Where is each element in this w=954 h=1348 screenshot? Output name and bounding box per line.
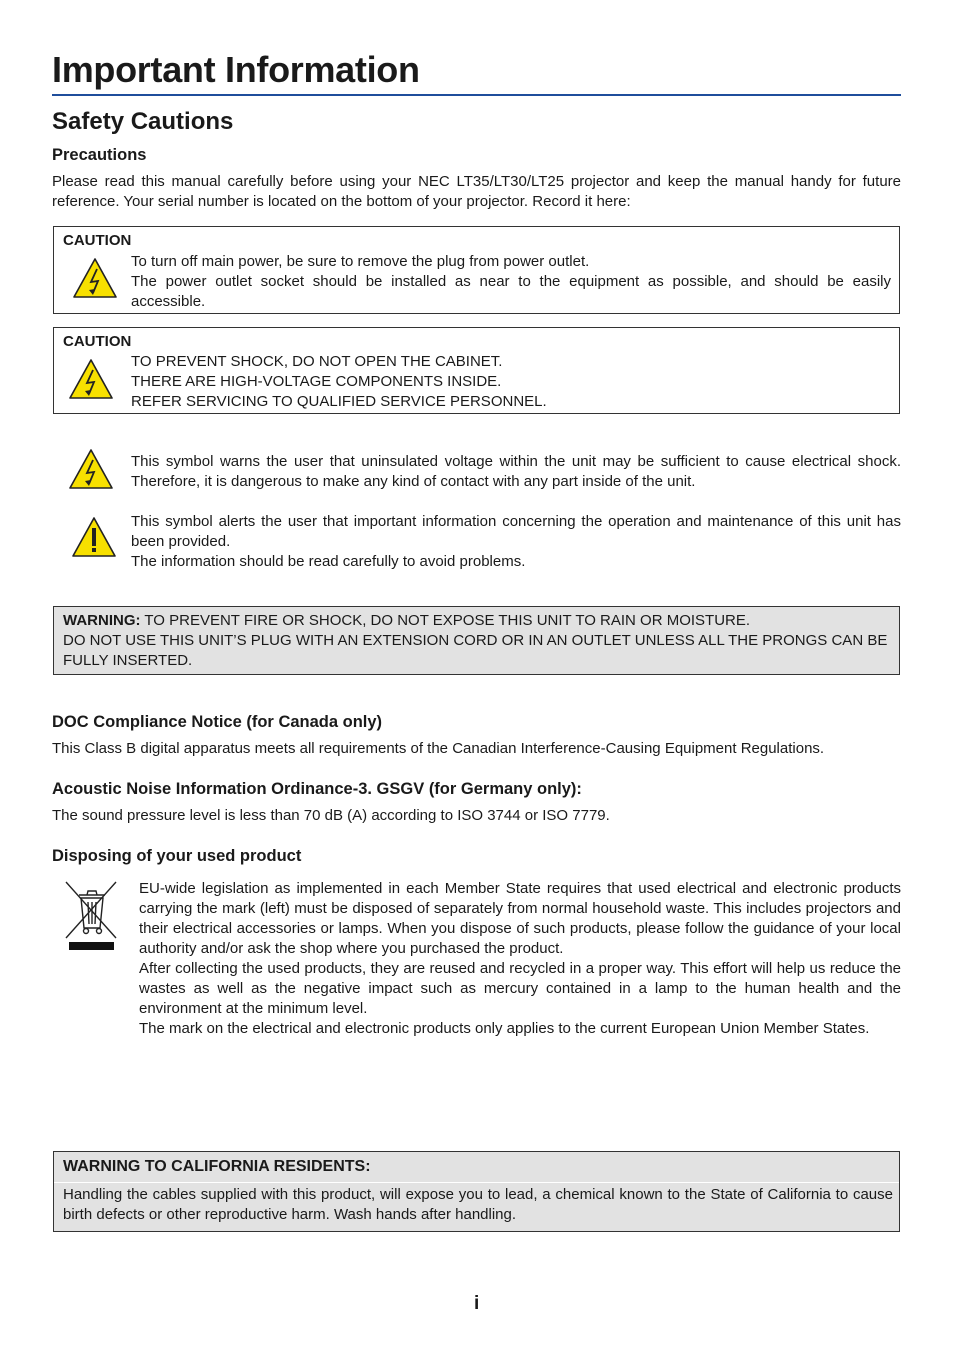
warning-label: WARNING: xyxy=(63,612,141,629)
voltage-symbol-text: This symbol warns the user that uninsulated voltage within the unit may be sufficient to cause electrical shock. Therefore, it is dangerous to make any kind of contact with any part inside of the unit. xyxy=(131,453,901,490)
caution-line: The power outlet socket should be installed as near to the equipment as possible, and should be easily accessible. xyxy=(131,273,891,310)
caution-box-shock xyxy=(53,327,900,414)
warning-text: DO NOT USE THIS UNIT’S PLUG WITH AN EXTENSION CORD OR IN AN OUTLET UNLESS ALL THE PRONGS CAN BE FULLY INSERTED. xyxy=(63,632,888,669)
alert-text-line: This symbol alerts the user that important information concerning the operation and maintenance of this unit has been provided. xyxy=(131,513,901,550)
page-title: Important Information xyxy=(52,49,420,90)
caution-label: CAUTION xyxy=(63,333,132,350)
exclamation-warning-icon xyxy=(71,516,117,558)
disposal-heading: Disposing of your used product xyxy=(52,847,302,865)
caution-line: THERE ARE HIGH-VOLTAGE COMPONENTS INSIDE. xyxy=(131,373,502,390)
california-heading: WARNING TO CALIFORNIA RESIDENTS: xyxy=(63,1158,371,1175)
caution-line: TO PREVENT SHOCK, DO NOT OPEN THE CABINET. xyxy=(131,353,503,370)
caution-line: To turn off main power, be sure to remove the plug from power outlet. xyxy=(131,253,590,270)
title-rule xyxy=(52,94,901,96)
california-text: Handling the cables supplied with this product, will expose you to lead, a chemical known to the State of California to cause birth defects or other reproductive harm. Wash hands after handling. xyxy=(63,1186,893,1223)
alert-symbol-text xyxy=(131,512,901,572)
section-title: Safety Cautions xyxy=(52,108,234,135)
lightning-warning-icon xyxy=(68,358,114,400)
weee-bin-icon xyxy=(64,880,120,952)
precautions-text: Please read this manual carefully before using your NEC LT35/LT30/LT25 projector and keep the manual handy for future reference. Your serial number is located on the bottom of your projector. Record it here: xyxy=(52,173,901,210)
page-number: i xyxy=(474,1293,480,1314)
acoustic-text: The sound pressure level is less than 70 dB (A) according to ISO 3744 or ISO 7779. xyxy=(52,807,610,824)
doc-heading: DOC Compliance Notice (for Canada only) xyxy=(52,713,383,731)
lightning-warning-icon xyxy=(68,448,114,490)
disposal-paragraph: After collecting the used products, they are reused and recycled in a proper way. This effort will help us reduce the wastes as well as the negative impact such as mercury contained in a lamp to the human health and the environment at the minimum level. xyxy=(139,960,901,1017)
caution-label: CAUTION xyxy=(63,232,132,249)
doc-text: This Class B digital apparatus meets all requirements of the Canadian Interference-Causing Equipment Regulations. xyxy=(52,740,825,757)
caution-line: REFER SERVICING TO QUALIFIED SERVICE PERSONNEL. xyxy=(131,393,547,410)
california-warning-box xyxy=(53,1151,900,1232)
disposal-paragraph: EU-wide legislation as implemented in each Member State requires that used electrical and electronic products carrying the mark (left) must be disposed of separately from normal household waste. This includes projectors and their electrical accessories or lamps. When you dispose of such products, please follow the guidance of your local authority and/or ask the shop where you purchased the product. xyxy=(139,880,901,957)
acoustic-heading: Acoustic Noise Information Ordinance-3. GSGV (for Germany only): xyxy=(52,780,582,798)
warning-box xyxy=(53,606,900,675)
lightning-warning-icon xyxy=(72,257,118,299)
precautions-heading: Precautions xyxy=(52,146,147,164)
alert-text-line: The information should be read carefully to avoid problems. xyxy=(131,553,526,570)
disposal-paragraph: The mark on the electrical and electronic products only applies to the current European Union Member States. xyxy=(139,1020,870,1037)
disposal-text xyxy=(139,879,901,1039)
caution-box-power xyxy=(53,226,900,314)
warning-text: TO PREVENT FIRE OR SHOCK, DO NOT EXPOSE THIS UNIT TO RAIN OR MOISTURE. xyxy=(140,612,751,629)
